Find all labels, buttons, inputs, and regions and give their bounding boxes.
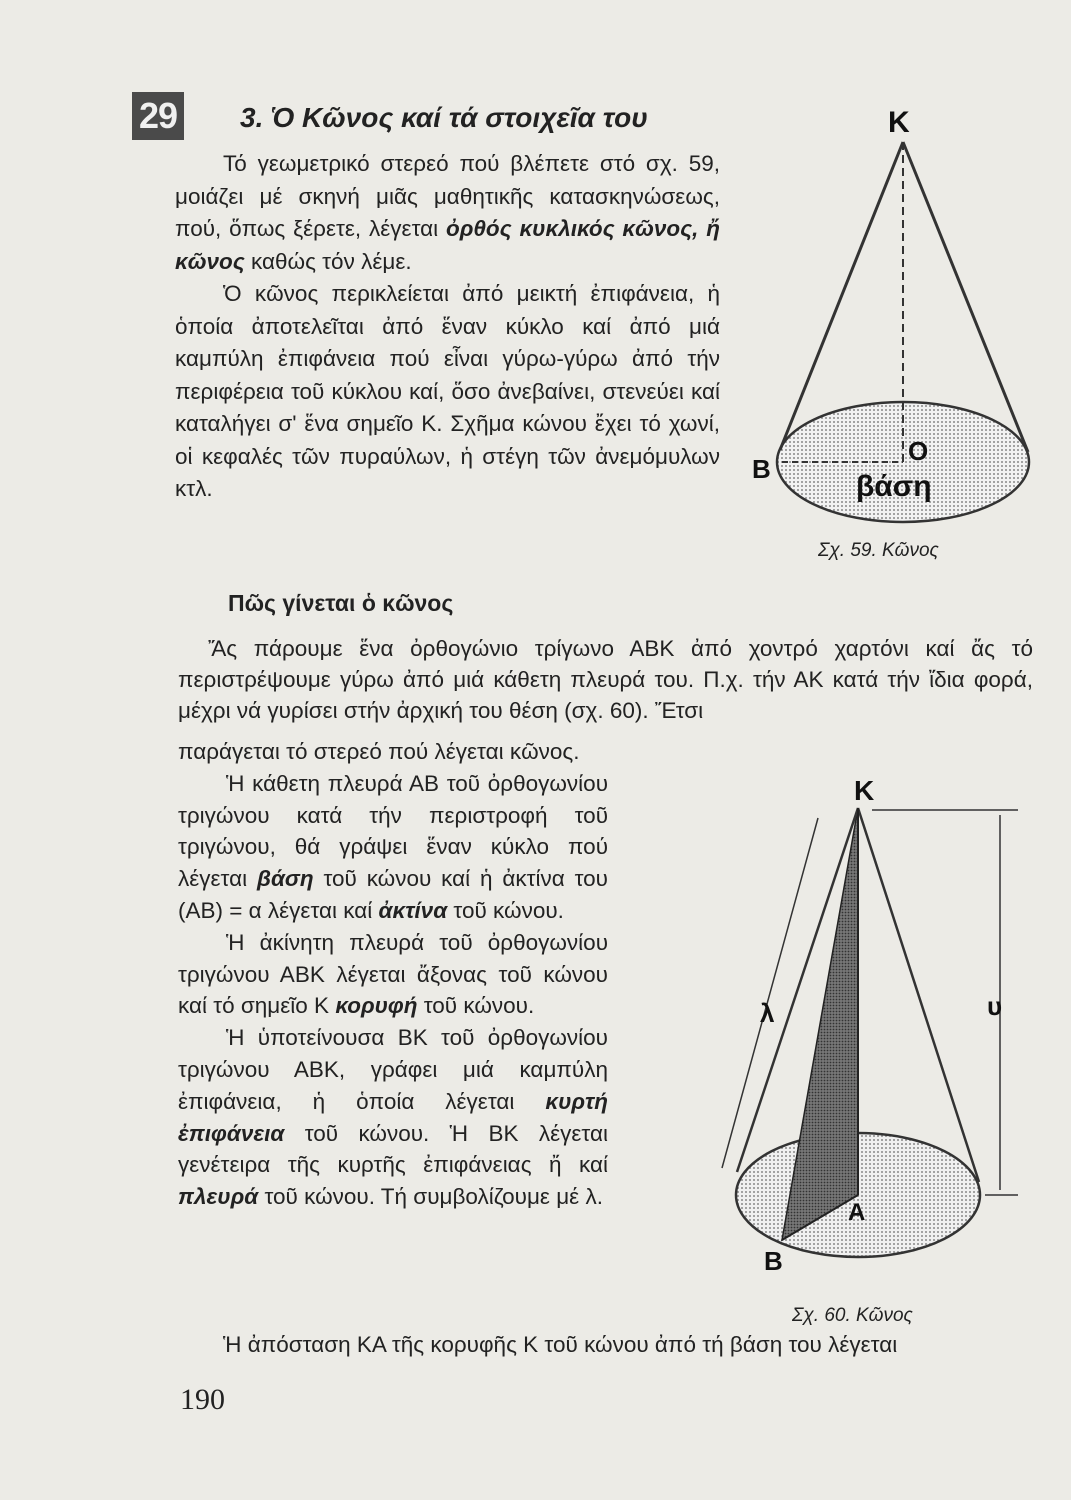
term-apex: κορυφή <box>335 993 418 1019</box>
figure-59-caption: Σχ. 59. Κῶνος <box>818 540 939 561</box>
fig60-label-b: Β <box>764 1246 783 1276</box>
fig59-label-apex: Κ <box>888 106 910 139</box>
fig60-label-apex: Κ <box>854 775 875 806</box>
height-definition-line: Ἡ ἀπόσταση ΚΑ τῆς κορυφῆς Κ τοῦ κώνου ἀπό τή βάση του λέγεται <box>223 1332 898 1357</box>
cont-text: παράγεται τό στερεό πού λέγεται κῶνος. <box>178 739 580 764</box>
fig60-label-a: Α <box>848 1199 866 1226</box>
term-base: βάση <box>257 866 314 892</box>
page-number: 190 <box>180 1383 225 1416</box>
base-def-c: τοῦ κώνου. <box>453 897 564 923</box>
hypotenuse-definition <box>178 1022 608 1213</box>
fig60-label-u: υ <box>987 991 1003 1021</box>
cone-60-triangle-abk <box>782 808 858 1240</box>
intro-paragraph-1 <box>175 148 720 278</box>
term-convex-surface: κυρτή ἐπιφάνεια <box>178 1088 608 1146</box>
fig59-label-b: Β <box>752 454 771 484</box>
section-number-badge: 29 <box>132 92 184 140</box>
intro-paragraph-2: Ὁ κῶνος περικλείεται ἀπό μεικτή ἐπιφάνεια, ἡ ὁποία ἀποτελεῖται ἀπό ἕναν κύκλο καί ἀπό μιά καμπύλη ἐπιφάνεια πού εἶναι γύρω-γύρω ἀπό τήν περιφέρεια τοῦ κύκλου καί, ὅσο ἀνεβαίνει, στενεύει καί καταλήγει σ' ἕνα σημεῖο Κ. Σχῆμα κώνου ἔχει τό χωνί, οἱ κεφαλές τῶν πυραύλων, ἡ στέγη τῶν ἀνεμόμυλων κτλ. <box>175 281 720 501</box>
definitions-text <box>178 736 608 1213</box>
intro-p1-text: Τό γεωμετρικό στερεό πού βλέπετε στό σχ. 59, μοιάζει μέ σκηνή μιᾶς μαθητικῆς κατασκηνώσεως, πού, ὅπως ξέρετε, λέγεται <box>175 151 720 241</box>
fig60-label-lambda: λ <box>760 998 775 1028</box>
construction-paragraph <box>178 633 1033 726</box>
hyp-def-b: τοῦ κώνου. Ἡ ΒΚ λέγεται γενέτειρα τῆς κυρτῆς ἐπιφάνειας ἤ καί <box>178 1120 608 1178</box>
axis-def-b: τοῦ κώνου. <box>423 993 535 1019</box>
base-def-b: τοῦ κώνου καί ἡ ἀκτίνα του (ΑΒ) = α λέγεται καί <box>178 866 608 923</box>
figure-59-cone <box>752 100 1060 520</box>
fig59-label-o: Ο <box>908 436 929 466</box>
section-title: 3. Ὁ Κῶνος καί τά στοιχεῖα του <box>240 102 648 133</box>
figure-60-cone <box>700 770 1040 1290</box>
subheading-how-cone-forms: Πῶς γίνεται ὁ κῶνος <box>228 590 454 616</box>
hyp-def-c: τοῦ κώνου. Τή συμβολίζουμε μέ λ. <box>264 1184 603 1210</box>
term-side: πλευρά <box>178 1184 259 1210</box>
construction-text: Ἄς πάρουμε ἕνα ὀρθογώνιο τρίγωνο ΑΒΚ ἀπό χοντρό χαρτόνι καί ἄς τό περιστρέψουμε γύρω ἀπό μιά κάθετη πλευρά του. Π.χ. τήν ΑΚ κατά τήν ἴδια φορά, μέχρι νά γυρίσει στήν ἀρχική του θέση (σχ. 60). Ἔτσι <box>178 636 1033 723</box>
term-radius: ἀκτίνα <box>378 897 448 923</box>
cone-60-generatrix-right <box>858 808 979 1182</box>
intro-p1-end: καθώς τόν λέμε. <box>251 248 412 274</box>
base-def-a: Ἡ κάθετη πλευρά ΑΒ τοῦ ὀρθογωνίου τριγώνου κατά τήν περιστροφή τοῦ τριγώνου, θά γράψει ἕναν κύκλο πού λέγεται <box>178 770 608 892</box>
fig59-label-base: βάση <box>856 470 932 503</box>
axis-definition <box>178 927 608 1022</box>
base-definition <box>178 768 608 927</box>
hyp-def-a: Ἡ ὑποτείνουσα ΒΚ τοῦ ὀρθογωνίου τριγώνου ΑΒΚ, γράφει μιά καμπύλη ἐπιφάνεια, ἡ ὁποία λέγεται <box>178 1025 608 1114</box>
axis-def-a: Ἡ ἀκίνητη πλευρά τοῦ ὀρθογωνίου τριγώνου ΑΒΚ λέγεται ἄξονας τοῦ κώνου καί τό σημεῖο Κ <box>178 929 608 1019</box>
term-right-circular-cone: ὀρθός κυκλικός κῶνος, ἤ κῶνος <box>175 216 720 274</box>
intro-text <box>175 148 720 506</box>
figure-60-caption: Σχ. 60. Κῶνος <box>792 1305 913 1326</box>
